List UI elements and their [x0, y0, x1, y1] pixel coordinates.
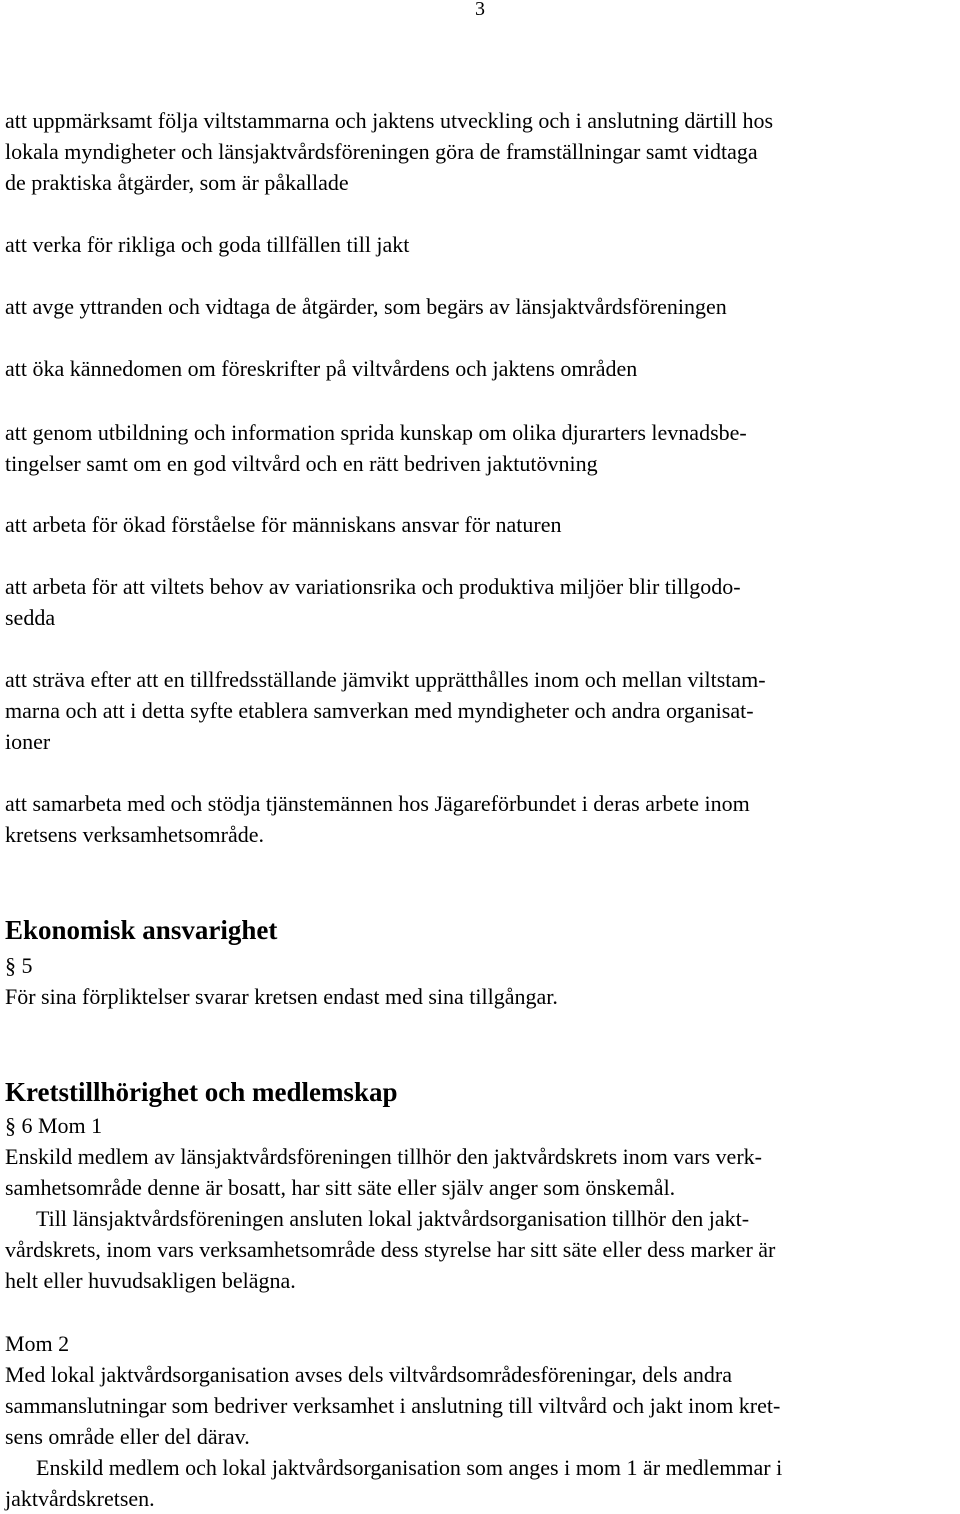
- paragraph-ref: § 5: [5, 953, 33, 978]
- list-item-line: att verka för rikliga och goda tillfällen till jakt: [5, 232, 410, 257]
- page-number: 3: [475, 0, 485, 20]
- list-item-line: marna och att i detta syfte etablera samverkan med myndigheter och andra organisat-: [5, 698, 754, 723]
- section-heading-membership: Kretstillhörighet och medlemskap: [5, 1077, 398, 1107]
- list-item-line: ioner: [5, 729, 51, 754]
- list-item-line: lokala myndigheter och länsjaktvårdsföreningen göra de framställningar samt vidtaga: [5, 139, 758, 164]
- list-item-line: kretsens verksamhetsområde.: [5, 822, 265, 847]
- paragraph-ref: § 6 Mom 1: [5, 1113, 103, 1138]
- list-item: [5, 229, 960, 260]
- list-item: [5, 571, 960, 633]
- list-item-line: att avge yttranden och vidtaga de åtgärder, som begärs av länsjaktvårdsföreningen: [5, 294, 727, 319]
- list-item-line: att sträva efter att en tillfredsställande jämvikt upprätthålles inom och mellan viltstam-: [5, 667, 766, 692]
- list-item: [5, 291, 960, 322]
- list-item: [5, 105, 960, 198]
- list-item-line: sedda: [5, 605, 56, 630]
- mom-label: Mom 2: [5, 1331, 70, 1356]
- section-text: För sina förpliktelser svarar kretsen endast med sina tillgångar.: [5, 984, 558, 1009]
- paragraph-line: Till länsjaktvårdsföreningen ansluten lokal jaktvårdsorganisation tillhör den jakt-: [36, 1206, 750, 1231]
- list-item-line: att öka kännedomen om föreskrifter på viltvårdens och jaktens områden: [5, 356, 638, 381]
- list-item-line: de praktiska åtgärder, som är påkallade: [5, 170, 349, 195]
- list-item: [5, 417, 960, 479]
- list-item-line: att arbeta för ökad förståelse för människans ansvar för naturen: [5, 512, 562, 537]
- list-item-line: att uppmärksamt följa viltstammarna och jaktens utveckling och i anslutning därtill hos: [5, 108, 774, 133]
- list-item-line: att genom utbildning och information sprida kunskap om olika djurarters levnadsbe-: [5, 420, 747, 445]
- mom2-body: [5, 1328, 957, 1514]
- paragraph-line: Enskild medlem och lokal jaktvårdsorganisation som anges i mom 1 är medlemmar i: [36, 1455, 783, 1480]
- paragraph-line: Med lokal jaktvårdsorganisation avses dels viltvårdsområdesföreningar, dels andra: [5, 1362, 732, 1387]
- list-item: [5, 509, 960, 540]
- list-item-line: tingelser samt om en god viltvård och en rätt bedriven jaktutövning: [5, 451, 598, 476]
- paragraph-line: samhetsområde denne är bosatt, har sitt säte eller själv anger som önskemål.: [5, 1175, 676, 1200]
- list-item-line: att arbeta för att viltets behov av variationsrika och produktiva miljöer blir tillgodo-: [5, 574, 741, 599]
- paragraph-line: Enskild medlem av länsjaktvårdsföreningen tillhör den jaktvårdskrets inom vars verk-: [5, 1144, 762, 1169]
- list-item-line: att samarbeta med och stödja tjänstemännen hos Jägareförbundet i deras arbete inom: [5, 791, 750, 816]
- paragraph-line: sens område eller del därav.: [5, 1424, 250, 1449]
- paragraph-line: jaktvårdskretsen.: [5, 1486, 155, 1511]
- list-item: [5, 664, 960, 757]
- paragraph-line: sammanslutningar som bedriver verksamhet i anslutning till viltvård och jakt inom kret-: [5, 1393, 781, 1418]
- section-paragraph-ref: [5, 950, 957, 1012]
- list-item: [5, 788, 960, 850]
- section-heading-economic: Ekonomisk ansvarighet: [5, 915, 278, 945]
- paragraph-line: vårdskrets, inom vars verksamhetsområde dess styrelse har sitt säte eller dess marker är: [5, 1237, 776, 1262]
- membership-body: [5, 1110, 957, 1296]
- paragraph-line: helt eller huvudsakligen belägna.: [5, 1268, 296, 1293]
- list-item: [5, 353, 960, 384]
